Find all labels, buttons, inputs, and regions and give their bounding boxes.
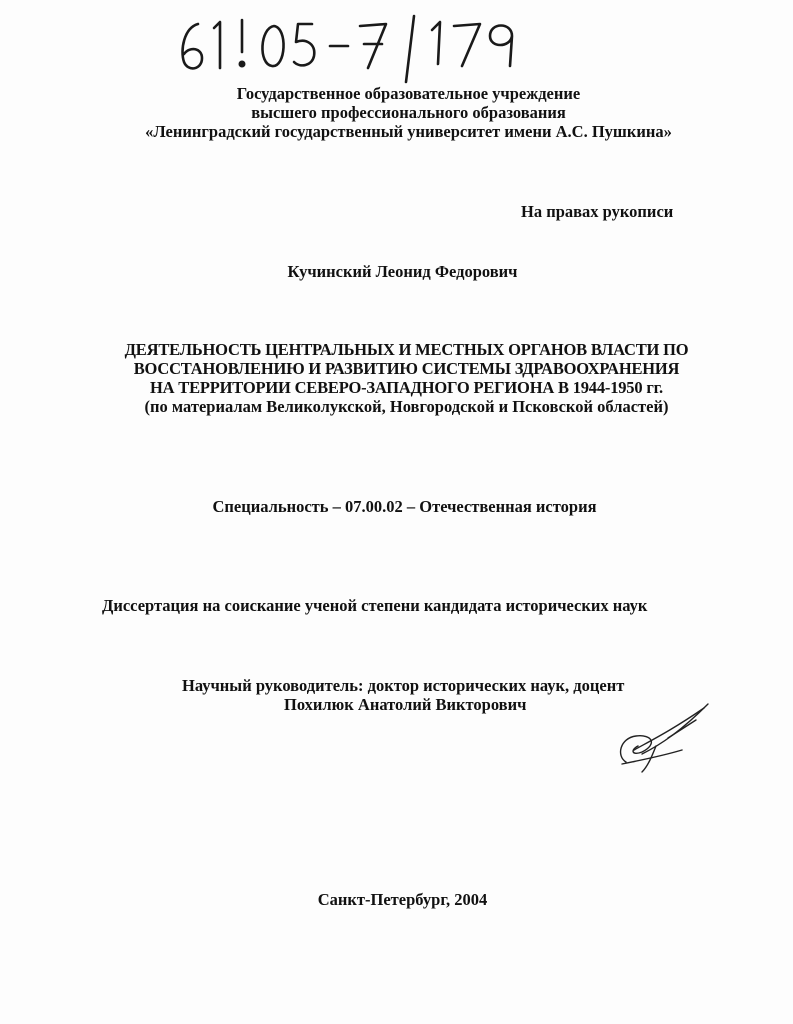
speciality: Специальность – 07.00.02 – Отечественная история xyxy=(212,497,597,516)
rights-note: На правах рукописи xyxy=(521,202,674,221)
institution-line-3: «Ленинградский государственный университет имени А.С. Пушкина» xyxy=(145,122,672,141)
title-line-3: НА ТЕРРИТОРИИ СЕВЕРО-ЗАПАДНОГО РЕГИОНА В 1944-1950 гг. xyxy=(150,378,663,397)
title-line-2: ВОССТАНОВЛЕНИЮ И РАЗВИТИЮ СИСТЕМЫ ЗДРАВООХРАНЕНИЯ xyxy=(133,359,680,378)
dissertation-title xyxy=(10,340,793,416)
institution-line-1: Государственное образовательное учреждение xyxy=(236,84,581,103)
supervisor-title: Научный руководитель: доктор исторических наук, доцент xyxy=(182,676,625,695)
signature-icon xyxy=(612,700,722,775)
institution-block xyxy=(12,84,793,141)
handwritten-catalog-number xyxy=(170,6,550,86)
institution-line-2: высшего профессионального образования xyxy=(251,103,566,122)
title-line-4: (по материалам Великолукской, Новгородской и Псковской областей) xyxy=(144,397,669,416)
city-year: Санкт-Петербург, 2004 xyxy=(317,890,488,909)
title-line-1: ДЕЯТЕЛЬНОСТЬ ЦЕНТРАЛЬНЫХ И МЕСТНЫХ ОРГАНОВ ВЛАСТИ ПО xyxy=(124,340,689,359)
author-name: Кучинский Леонид Федорович xyxy=(287,262,518,281)
degree-statement: Диссертация на соискание ученой степени кандидата исторических наук xyxy=(102,596,648,615)
supervisor-name: Похилюк Анатолий Викторович xyxy=(284,695,527,714)
